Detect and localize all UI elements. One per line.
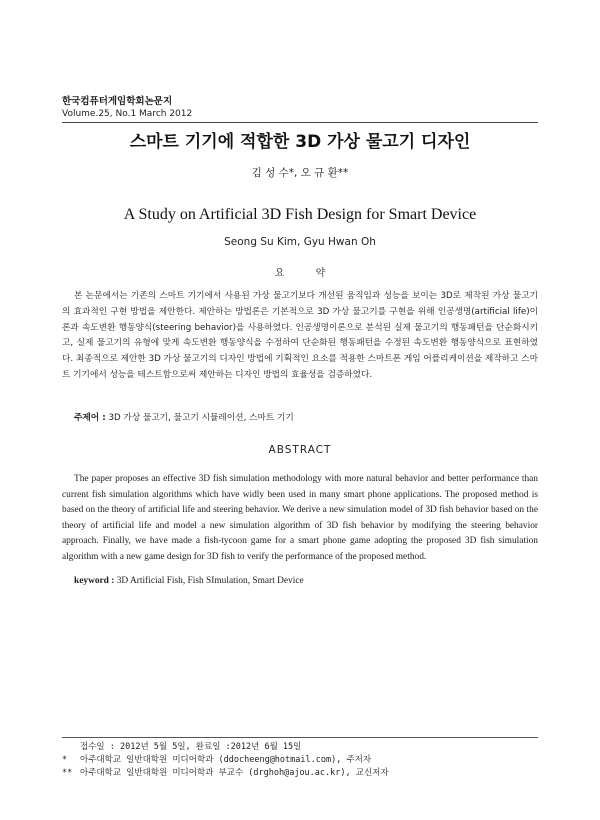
keywords-english-label: keyword : — [74, 576, 115, 586]
footnote-rule — [62, 737, 538, 738]
paper-title-english: A Study on Artificial 3D Fish Design for Smart Device — [123, 206, 477, 223]
footnotes — [62, 741, 389, 780]
keywords-english — [74, 576, 304, 586]
authors-korean: 김 성 수*, 오 규 환** — [251, 167, 349, 179]
abstract-korean-heading: 요 약 — [274, 268, 340, 279]
keywords-english-text: 3D Artificial Fish, Fish SImulation, Smart Device — [116, 576, 304, 586]
header-rule — [62, 122, 538, 123]
keywords-korean-text: 3D 가상 물고기, 물고기 시뮬레이션, 스마트 기기 — [108, 413, 294, 423]
journal-header — [62, 95, 192, 121]
authors-english: Seong Su Kim, Gyu Hwan Oh — [224, 236, 376, 248]
footnote-first-author: * 아주대학교 일반대학원 미디어학과 (ddocheeng@hotmail.com), 주저자 — [62, 755, 372, 765]
abstract-korean-body: 본 논문에서는 기존의 스마트 기기에서 사용된 가상 물고기보다 개선된 움직임과 성능을 보이는 3D로 제작된 가상 물고기의 효과적인 구현 방법을 제안한다. 제안하는 방법론은 기본적으로 3D 가상 물고기를 구현을 위해 인공생명(artificial life)이론과 속도변환 행동양식(steering behavior)을 사용하였다. 인공생명이론으로 분석된 실제 물고기의 행동패턴을 단순화시키고, 실제 물고기의 유형에 맞게 속도변환 행동양식을 수정하여 단순화된 행동패턴을 수정된 속도변환 행동양식으로 표현하였다. 최종적으로 제안한 3D 가상 물고기의 디자인 방법에 기획적인 요소를 적용한 스마트폰 게임 어플리케이션을 제작하고 스마트 기기에서 성능을 테스트함으로써 제안하는 디자인 방법의 효율성을 검증하였다. — [62, 291, 539, 380]
abstract-english-body: The paper proposes an effective 3D fish simulation methodology with more natural behavior and better performance than current fish simulation algorithms which have widly been used in many smart phone applications. The proposed method is based on the theory of artificial life and steering behavior. We derive a new simulation model of 3D fish behavior based on the theory of artificial life and model a new simulation algorithm of 3D fish behavior by modifying the steering behavior approach. Finally, we have made a fish-tycoon game for a smart phone game adopting the proposed 3D fish simulation algorithm with a new game design for 3D fish to verify the performance of the proposed method. — [62, 474, 538, 562]
footnote-received: 접수일 : 2012년 5월 5일, 완료일 :2012년 6월 15일 — [80, 742, 302, 752]
journal-volume: Volume.25, No.1 March 2012 — [62, 109, 193, 119]
keywords-korean-label: 주제어 : — [74, 413, 106, 423]
abstract-english-heading: ABSTRACT — [268, 444, 332, 456]
paper-title-korean: 스마트 기기에 적합한 3D 가상 물고기 디자인 — [129, 132, 471, 152]
journal-name: 한국컴퓨터게임학회논문지 — [62, 96, 173, 107]
keywords-korean — [74, 411, 294, 423]
footnote-corresponding-author: ** 아주대학교 일반대학원 미디어학과 부교수 (drghoh@ajou.ac.kr), 교신저자 — [62, 768, 389, 778]
